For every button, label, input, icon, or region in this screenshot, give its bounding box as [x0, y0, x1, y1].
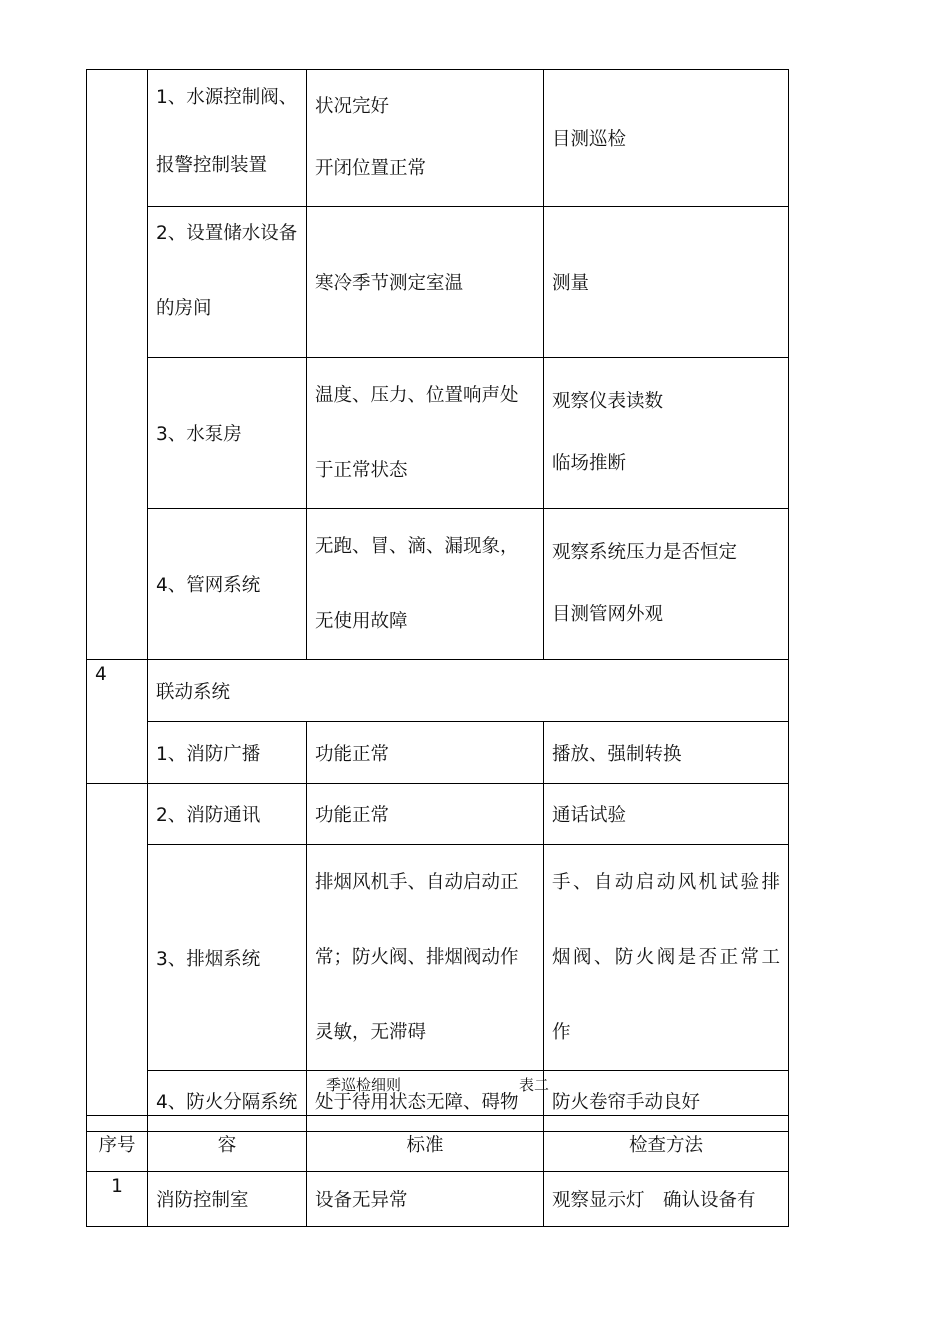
- index-cell: [87, 70, 148, 660]
- item-cell: 3、排烟系统: [148, 845, 307, 1071]
- header-method: 检查方法: [544, 1116, 789, 1172]
- standard-cell: 功能正常: [307, 784, 544, 845]
- item-cell: 4、管网系统: [148, 509, 307, 660]
- index-cell: 1: [87, 1172, 148, 1227]
- table-row: [87, 784, 789, 845]
- item-cell: 2、消防通讯: [148, 784, 307, 845]
- standard-cell: 无跑、冒、滴、漏现象， 无使用故障: [307, 509, 544, 660]
- standard-cell: 寒冷季节测定室温: [307, 207, 544, 358]
- section-row: [87, 660, 789, 722]
- inspection-table-2: [86, 1115, 789, 1227]
- header-standard: 标准: [307, 1116, 544, 1172]
- table-row: [87, 70, 789, 207]
- method-cell: 目测巡检: [544, 70, 789, 207]
- standard-cell: 温度、压力、位置响声处 于正常状态: [307, 358, 544, 509]
- standard-cell: 功能正常: [307, 722, 544, 784]
- table-row: [87, 207, 789, 358]
- header-item: 容: [148, 1116, 307, 1172]
- standard-cell: 处于待用状态无障、碍物: [307, 1071, 544, 1132]
- header-index: 序号: [87, 1116, 148, 1172]
- method-cell: 测量: [544, 207, 789, 358]
- method-cell: 观察系统压力是否恒定 目测管网外观: [544, 509, 789, 660]
- item-cell: 消防控制室: [148, 1172, 307, 1227]
- table-number: 表二: [519, 1076, 550, 1094]
- item-cell: 3、水泵房: [148, 358, 307, 509]
- table-row: [87, 509, 789, 660]
- table-row: [87, 722, 789, 784]
- method-cell: 手、自动启动风机试验排 烟阀、防火阀是否正常工 作: [544, 845, 789, 1071]
- inspection-table-1: [86, 69, 789, 1132]
- table-caption: 季巡检细则: [326, 1076, 402, 1094]
- item-cell: 1、消防广播: [148, 722, 307, 784]
- method-cell: 观察显示灯 确认设备有: [544, 1172, 789, 1227]
- section-title: 联动系统: [148, 660, 789, 722]
- standard-cell: 排烟风机手、自动启动正 常；防火阀、排烟阀动作 灵敏，无滞碍: [307, 845, 544, 1071]
- table-row: [87, 1172, 789, 1227]
- standard-cell: 状况完好 开闭位置正常: [307, 70, 544, 207]
- index-cell: 4: [87, 660, 148, 784]
- method-cell: 通话试验: [544, 784, 789, 845]
- header-row: [87, 1116, 789, 1172]
- method-cell: 防火卷帘手动良好: [544, 1071, 789, 1132]
- item-cell: 2、设置储水设备 的房间: [148, 207, 307, 358]
- method-cell: 观察仪表读数 临场推断: [544, 358, 789, 509]
- item-cell: 1、水源控制阀、 报警控制装置: [148, 70, 307, 207]
- index-cell: [87, 784, 148, 1132]
- item-cell: 4、防火分隔系统: [148, 1071, 307, 1132]
- standard-cell: 设备无异常: [307, 1172, 544, 1227]
- table-row: [87, 845, 789, 1071]
- method-cell: 播放、强制转换: [544, 722, 789, 784]
- table-row: [87, 358, 789, 509]
